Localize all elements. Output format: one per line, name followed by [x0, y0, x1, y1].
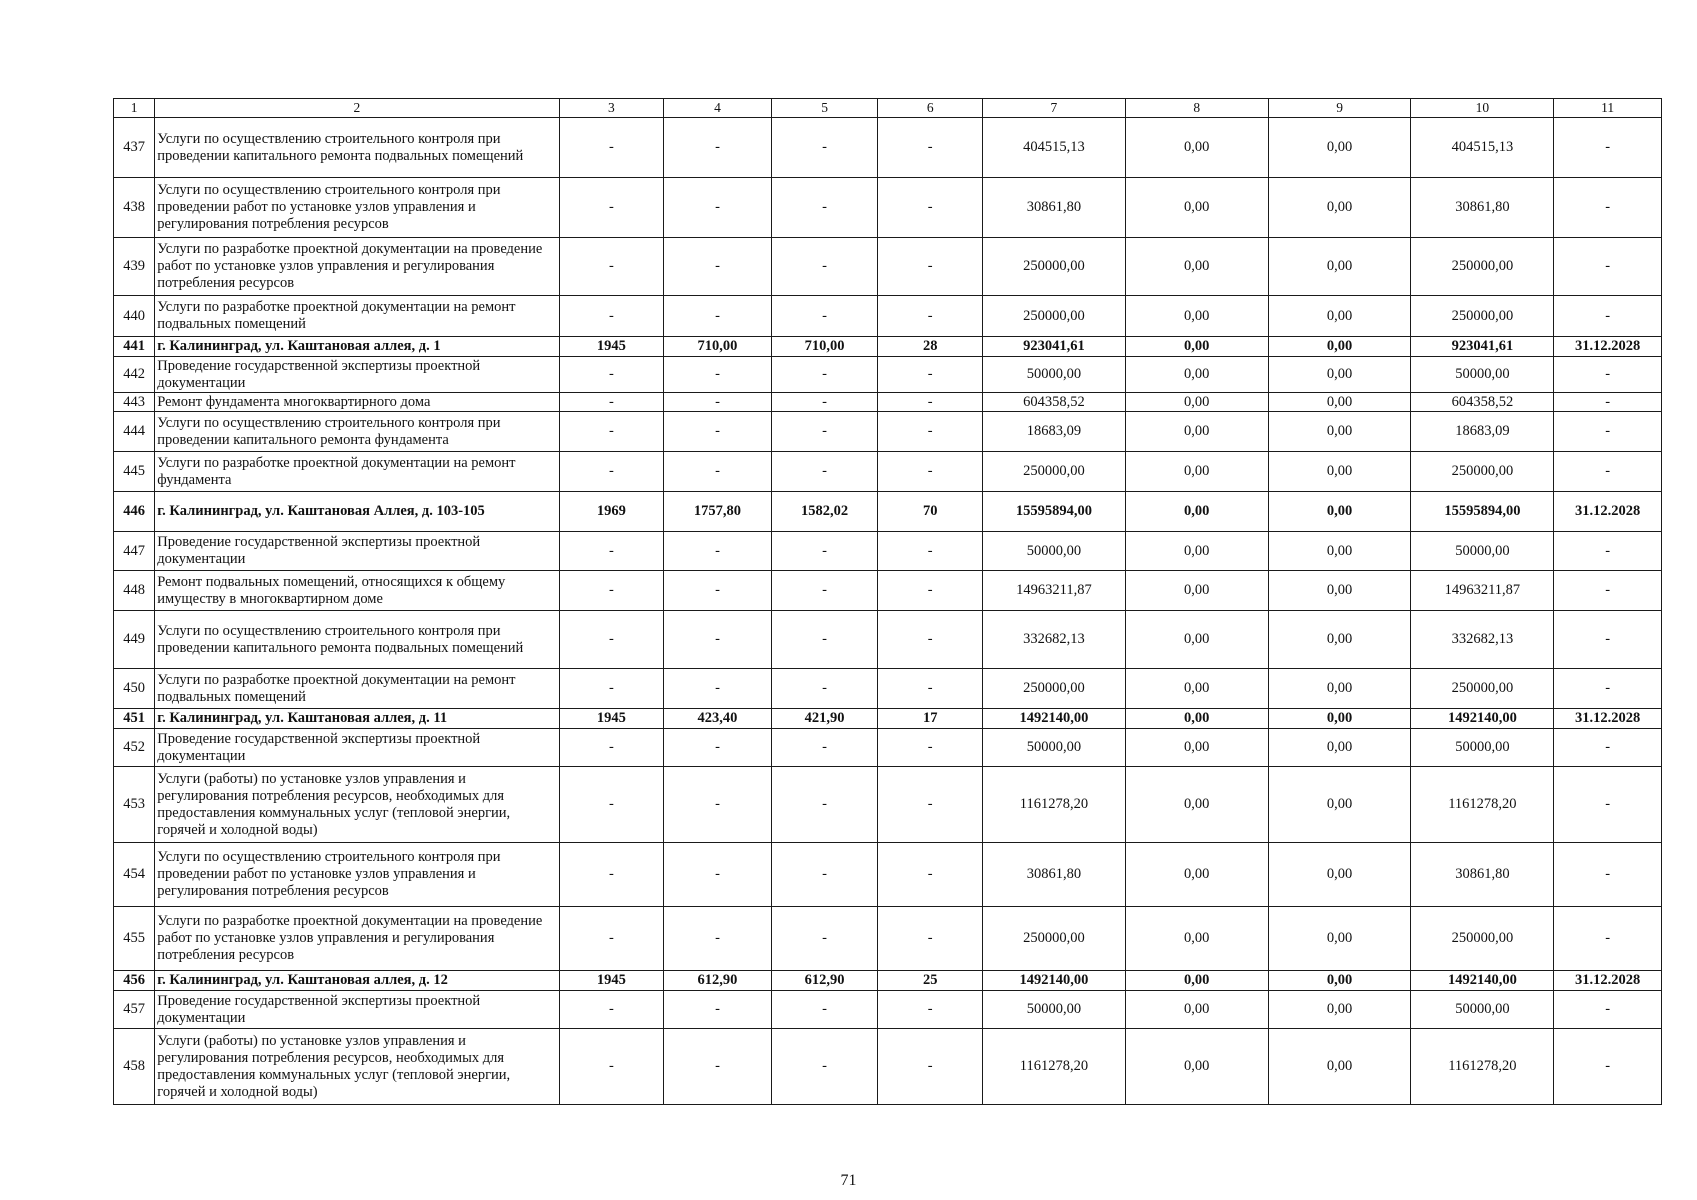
work-name: Услуги по осуществлению строительного контроля при проведении капитального ремонта фундамента	[155, 412, 559, 452]
budget-cost: 0,00	[1268, 337, 1411, 357]
work-name: Услуги по разработке проектной документации на проведение работ по установке узлов управления и регулирования потребления ресурсов	[155, 238, 559, 296]
residents-count: -	[878, 393, 983, 412]
total-cost: 30861,80	[983, 843, 1126, 907]
residents-count: -	[878, 412, 983, 452]
work-row	[114, 767, 1662, 843]
total-area: -	[664, 412, 772, 452]
living-area: -	[771, 843, 878, 907]
budget-cost: 0,00	[1268, 296, 1411, 337]
owners-cost: 30861,80	[1411, 843, 1554, 907]
budget-cost: 0,00	[1268, 767, 1411, 843]
total-area: -	[664, 118, 772, 178]
completion-date: -	[1554, 532, 1662, 571]
residents-count: -	[878, 452, 983, 492]
owners-cost: 923041,61	[1411, 337, 1554, 357]
budget-cost: 0,00	[1268, 412, 1411, 452]
year-built: -	[559, 118, 664, 178]
row-number: 451	[114, 709, 155, 729]
year-built: -	[559, 296, 664, 337]
year-built: -	[559, 357, 664, 393]
year-built: -	[559, 843, 664, 907]
year-built: -	[559, 669, 664, 709]
residents-count: -	[878, 238, 983, 296]
residents-count: 28	[878, 337, 983, 357]
table-body	[114, 118, 1662, 1105]
row-number: 453	[114, 767, 155, 843]
living-area: -	[771, 767, 878, 843]
completion-date: -	[1554, 357, 1662, 393]
row-number: 452	[114, 729, 155, 767]
column-number: 3	[559, 99, 664, 118]
owners-cost: 604358,52	[1411, 393, 1554, 412]
fund-cost: 0,00	[1125, 296, 1268, 337]
budget-cost: 0,00	[1268, 709, 1411, 729]
residents-count: -	[878, 178, 983, 238]
work-name: Ремонт подвальных помещений, относящихся к общему имуществу в многоквартирном доме	[155, 571, 559, 611]
work-name: Проведение государственной экспертизы проектной документации	[155, 729, 559, 767]
fund-cost: 0,00	[1125, 971, 1268, 991]
residents-count: -	[878, 767, 983, 843]
living-area: -	[771, 296, 878, 337]
residents-count: -	[878, 729, 983, 767]
total-cost: 15595894,00	[983, 492, 1126, 532]
total-area: 1757,80	[664, 492, 772, 532]
work-row	[114, 843, 1662, 907]
owners-cost: 1161278,20	[1411, 767, 1554, 843]
completion-date: -	[1554, 118, 1662, 178]
total-area: -	[664, 452, 772, 492]
living-area: -	[771, 991, 878, 1029]
budget-cost: 0,00	[1268, 357, 1411, 393]
work-name: Проведение государственной экспертизы проектной документации	[155, 532, 559, 571]
fund-cost: 0,00	[1125, 843, 1268, 907]
budget-cost: 0,00	[1268, 907, 1411, 971]
work-row	[114, 729, 1662, 767]
residents-count: -	[878, 571, 983, 611]
residents-count: -	[878, 1029, 983, 1105]
work-name: Ремонт фундамента многоквартирного дома	[155, 393, 559, 412]
works-table	[113, 98, 1662, 1105]
total-area: 612,90	[664, 971, 772, 991]
total-area: -	[664, 571, 772, 611]
living-area: 612,90	[771, 971, 878, 991]
completion-date: -	[1554, 296, 1662, 337]
column-number: 11	[1554, 99, 1662, 118]
living-area: -	[771, 238, 878, 296]
budget-cost: 0,00	[1268, 118, 1411, 178]
total-cost: 50000,00	[983, 729, 1126, 767]
address-row	[114, 337, 1662, 357]
year-built: -	[559, 767, 664, 843]
row-number: 445	[114, 452, 155, 492]
owners-cost: 14963211,87	[1411, 571, 1554, 611]
work-row	[114, 452, 1662, 492]
work-row	[114, 611, 1662, 669]
total-area: -	[664, 178, 772, 238]
fund-cost: 0,00	[1125, 669, 1268, 709]
total-cost: 250000,00	[983, 238, 1126, 296]
row-number: 456	[114, 971, 155, 991]
owners-cost: 1492140,00	[1411, 971, 1554, 991]
living-area: -	[771, 393, 878, 412]
column-number: 1	[114, 99, 155, 118]
year-built: 1945	[559, 709, 664, 729]
completion-date: -	[1554, 843, 1662, 907]
row-number: 448	[114, 571, 155, 611]
residents-count: -	[878, 357, 983, 393]
total-cost: 50000,00	[983, 532, 1126, 571]
fund-cost: 0,00	[1125, 571, 1268, 611]
owners-cost: 250000,00	[1411, 296, 1554, 337]
owners-cost: 250000,00	[1411, 669, 1554, 709]
year-built: 1945	[559, 971, 664, 991]
fund-cost: 0,00	[1125, 767, 1268, 843]
fund-cost: 0,00	[1125, 118, 1268, 178]
completion-date: -	[1554, 767, 1662, 843]
completion-date: 31.12.2028	[1554, 709, 1662, 729]
completion-date: -	[1554, 669, 1662, 709]
work-row	[114, 178, 1662, 238]
row-number: 446	[114, 492, 155, 532]
work-row	[114, 669, 1662, 709]
total-cost: 604358,52	[983, 393, 1126, 412]
total-area: -	[664, 1029, 772, 1105]
living-area: -	[771, 729, 878, 767]
work-name: Услуги по осуществлению строительного контроля при проведении работ по установке узлов управления и регулирования потребления ресурсов	[155, 843, 559, 907]
row-number: 450	[114, 669, 155, 709]
living-area: -	[771, 571, 878, 611]
total-area: -	[664, 991, 772, 1029]
budget-cost: 0,00	[1268, 178, 1411, 238]
total-cost: 14963211,87	[983, 571, 1126, 611]
row-number: 438	[114, 178, 155, 238]
row-number: 449	[114, 611, 155, 669]
total-area: -	[664, 767, 772, 843]
work-name: Услуги по разработке проектной документации на ремонт подвальных помещений	[155, 296, 559, 337]
budget-cost: 0,00	[1268, 729, 1411, 767]
row-number: 444	[114, 412, 155, 452]
total-area: -	[664, 843, 772, 907]
work-name: г. Калининград, ул. Каштановая аллея, д. 12	[155, 971, 559, 991]
work-name: Услуги (работы) по установке узлов управления и регулирования потребления ресурсов, необходимых для предоставления коммунальных услуг (тепловой энергии, горячей и холодной воды)	[155, 767, 559, 843]
row-number: 440	[114, 296, 155, 337]
column-number: 5	[771, 99, 878, 118]
column-number-row	[114, 99, 1662, 118]
total-area: 423,40	[664, 709, 772, 729]
completion-date: -	[1554, 729, 1662, 767]
living-area: 710,00	[771, 337, 878, 357]
total-cost: 332682,13	[983, 611, 1126, 669]
total-area: -	[664, 357, 772, 393]
residents-count: -	[878, 991, 983, 1029]
owners-cost: 15595894,00	[1411, 492, 1554, 532]
living-area: -	[771, 669, 878, 709]
address-row	[114, 709, 1662, 729]
completion-date: -	[1554, 571, 1662, 611]
living-area: -	[771, 452, 878, 492]
row-number: 447	[114, 532, 155, 571]
year-built: -	[559, 729, 664, 767]
row-number: 439	[114, 238, 155, 296]
budget-cost: 0,00	[1268, 1029, 1411, 1105]
work-row	[114, 118, 1662, 178]
work-row	[114, 907, 1662, 971]
fund-cost: 0,00	[1125, 178, 1268, 238]
year-built: -	[559, 452, 664, 492]
fund-cost: 0,00	[1125, 393, 1268, 412]
year-built: -	[559, 571, 664, 611]
completion-date: 31.12.2028	[1554, 337, 1662, 357]
total-area: -	[664, 393, 772, 412]
fund-cost: 0,00	[1125, 337, 1268, 357]
residents-count: -	[878, 611, 983, 669]
living-area: -	[771, 1029, 878, 1105]
completion-date: -	[1554, 178, 1662, 238]
completion-date: -	[1554, 452, 1662, 492]
total-area: -	[664, 729, 772, 767]
completion-date: -	[1554, 1029, 1662, 1105]
work-row	[114, 412, 1662, 452]
budget-cost: 0,00	[1268, 532, 1411, 571]
year-built: -	[559, 238, 664, 296]
living-area: -	[771, 178, 878, 238]
fund-cost: 0,00	[1125, 412, 1268, 452]
total-cost: 250000,00	[983, 669, 1126, 709]
work-name: Услуги по разработке проектной документации на проведение работ по установке узлов управления и регулирования потребления ресурсов	[155, 907, 559, 971]
work-row	[114, 238, 1662, 296]
column-number: 8	[1125, 99, 1268, 118]
residents-count: -	[878, 669, 983, 709]
living-area: -	[771, 357, 878, 393]
owners-cost: 250000,00	[1411, 907, 1554, 971]
fund-cost: 0,00	[1125, 709, 1268, 729]
completion-date: 31.12.2028	[1554, 971, 1662, 991]
year-built: -	[559, 611, 664, 669]
owners-cost: 1492140,00	[1411, 709, 1554, 729]
residents-count: -	[878, 296, 983, 337]
work-name: Услуги по разработке проектной документации на ремонт фундамента	[155, 452, 559, 492]
owners-cost: 1161278,20	[1411, 1029, 1554, 1105]
row-number: 441	[114, 337, 155, 357]
work-row	[114, 991, 1662, 1029]
total-area: -	[664, 611, 772, 669]
work-name: Проведение государственной экспертизы проектной документации	[155, 357, 559, 393]
total-cost: 923041,61	[983, 337, 1126, 357]
page-number: 71	[840, 1172, 857, 1189]
budget-cost: 0,00	[1268, 238, 1411, 296]
owners-cost: 50000,00	[1411, 991, 1554, 1029]
completion-date: -	[1554, 991, 1662, 1029]
work-row	[114, 1029, 1662, 1105]
row-number: 457	[114, 991, 155, 1029]
column-number: 10	[1411, 99, 1554, 118]
work-row	[114, 296, 1662, 337]
work-name: Услуги по разработке проектной документации на ремонт подвальных помещений	[155, 669, 559, 709]
living-area: 421,90	[771, 709, 878, 729]
work-name: Услуги (работы) по установке узлов управления и регулирования потребления ресурсов, необходимых для предоставления коммунальных услуг (тепловой энергии, горячей и холодной воды)	[155, 1029, 559, 1105]
total-cost: 50000,00	[983, 991, 1126, 1029]
fund-cost: 0,00	[1125, 729, 1268, 767]
completion-date: -	[1554, 238, 1662, 296]
year-built: 1969	[559, 492, 664, 532]
column-number: 2	[155, 99, 559, 118]
owners-cost: 250000,00	[1411, 238, 1554, 296]
living-area: 1582,02	[771, 492, 878, 532]
year-built: -	[559, 991, 664, 1029]
total-area: -	[664, 238, 772, 296]
row-number: 455	[114, 907, 155, 971]
fund-cost: 0,00	[1125, 907, 1268, 971]
fund-cost: 0,00	[1125, 357, 1268, 393]
year-built: -	[559, 532, 664, 571]
year-built: -	[559, 1029, 664, 1105]
fund-cost: 0,00	[1125, 611, 1268, 669]
residents-count: -	[878, 907, 983, 971]
living-area: -	[771, 412, 878, 452]
fund-cost: 0,00	[1125, 238, 1268, 296]
living-area: -	[771, 611, 878, 669]
row-number: 443	[114, 393, 155, 412]
completion-date: -	[1554, 611, 1662, 669]
completion-date: 31.12.2028	[1554, 492, 1662, 532]
work-name: г. Калининград, ул. Каштановая аллея, д. 1	[155, 337, 559, 357]
residents-count: -	[878, 532, 983, 571]
living-area: -	[771, 532, 878, 571]
total-area: -	[664, 907, 772, 971]
fund-cost: 0,00	[1125, 532, 1268, 571]
address-row	[114, 971, 1662, 991]
budget-cost: 0,00	[1268, 971, 1411, 991]
column-number: 7	[983, 99, 1126, 118]
living-area: -	[771, 118, 878, 178]
residents-count: 70	[878, 492, 983, 532]
row-number: 458	[114, 1029, 155, 1105]
residents-count: 25	[878, 971, 983, 991]
row-number: 437	[114, 118, 155, 178]
year-built: -	[559, 412, 664, 452]
owners-cost: 18683,09	[1411, 412, 1554, 452]
fund-cost: 0,00	[1125, 1029, 1268, 1105]
budget-cost: 0,00	[1268, 492, 1411, 532]
work-row	[114, 532, 1662, 571]
budget-cost: 0,00	[1268, 393, 1411, 412]
column-number: 4	[664, 99, 772, 118]
budget-cost: 0,00	[1268, 571, 1411, 611]
total-cost: 250000,00	[983, 452, 1126, 492]
total-cost: 30861,80	[983, 178, 1126, 238]
work-name: Услуги по осуществлению строительного контроля при проведении капитального ремонта подвальных помещений	[155, 118, 559, 178]
owners-cost: 50000,00	[1411, 729, 1554, 767]
residents-count: 17	[878, 709, 983, 729]
year-built: -	[559, 393, 664, 412]
total-area: 710,00	[664, 337, 772, 357]
total-area: -	[664, 532, 772, 571]
total-cost: 1492140,00	[983, 971, 1126, 991]
year-built: -	[559, 178, 664, 238]
work-row	[114, 393, 1662, 412]
work-name: Проведение государственной экспертизы проектной документации	[155, 991, 559, 1029]
fund-cost: 0,00	[1125, 452, 1268, 492]
total-cost: 1161278,20	[983, 767, 1126, 843]
year-built: -	[559, 907, 664, 971]
completion-date: -	[1554, 412, 1662, 452]
total-cost: 50000,00	[983, 357, 1126, 393]
row-number: 442	[114, 357, 155, 393]
total-cost: 404515,13	[983, 118, 1126, 178]
owners-cost: 404515,13	[1411, 118, 1554, 178]
residents-count: -	[878, 118, 983, 178]
work-name: г. Калининград, ул. Каштановая Аллея, д. 103-105	[155, 492, 559, 532]
row-number: 454	[114, 843, 155, 907]
total-area: -	[664, 296, 772, 337]
total-cost: 18683,09	[983, 412, 1126, 452]
budget-cost: 0,00	[1268, 843, 1411, 907]
budget-cost: 0,00	[1268, 611, 1411, 669]
total-cost: 250000,00	[983, 907, 1126, 971]
budget-cost: 0,00	[1268, 669, 1411, 709]
fund-cost: 0,00	[1125, 991, 1268, 1029]
total-cost: 1492140,00	[983, 709, 1126, 729]
column-number: 6	[878, 99, 983, 118]
fund-cost: 0,00	[1125, 492, 1268, 532]
owners-cost: 250000,00	[1411, 452, 1554, 492]
total-cost: 1161278,20	[983, 1029, 1126, 1105]
budget-cost: 0,00	[1268, 991, 1411, 1029]
work-name: г. Калининград, ул. Каштановая аллея, д. 11	[155, 709, 559, 729]
work-name: Услуги по осуществлению строительного контроля при проведении работ по установке узлов управления и регулирования потребления ресурсов	[155, 178, 559, 238]
owners-cost: 332682,13	[1411, 611, 1554, 669]
work-row	[114, 357, 1662, 393]
total-area: -	[664, 669, 772, 709]
year-built: 1945	[559, 337, 664, 357]
address-row	[114, 492, 1662, 532]
living-area: -	[771, 907, 878, 971]
completion-date: -	[1554, 907, 1662, 971]
column-number: 9	[1268, 99, 1411, 118]
owners-cost: 50000,00	[1411, 532, 1554, 571]
work-name: Услуги по осуществлению строительного контроля при проведении капитального ремонта подвальных помещений	[155, 611, 559, 669]
budget-cost: 0,00	[1268, 452, 1411, 492]
work-row	[114, 571, 1662, 611]
completion-date: -	[1554, 393, 1662, 412]
residents-count: -	[878, 843, 983, 907]
total-cost: 250000,00	[983, 296, 1126, 337]
owners-cost: 50000,00	[1411, 357, 1554, 393]
owners-cost: 30861,80	[1411, 178, 1554, 238]
